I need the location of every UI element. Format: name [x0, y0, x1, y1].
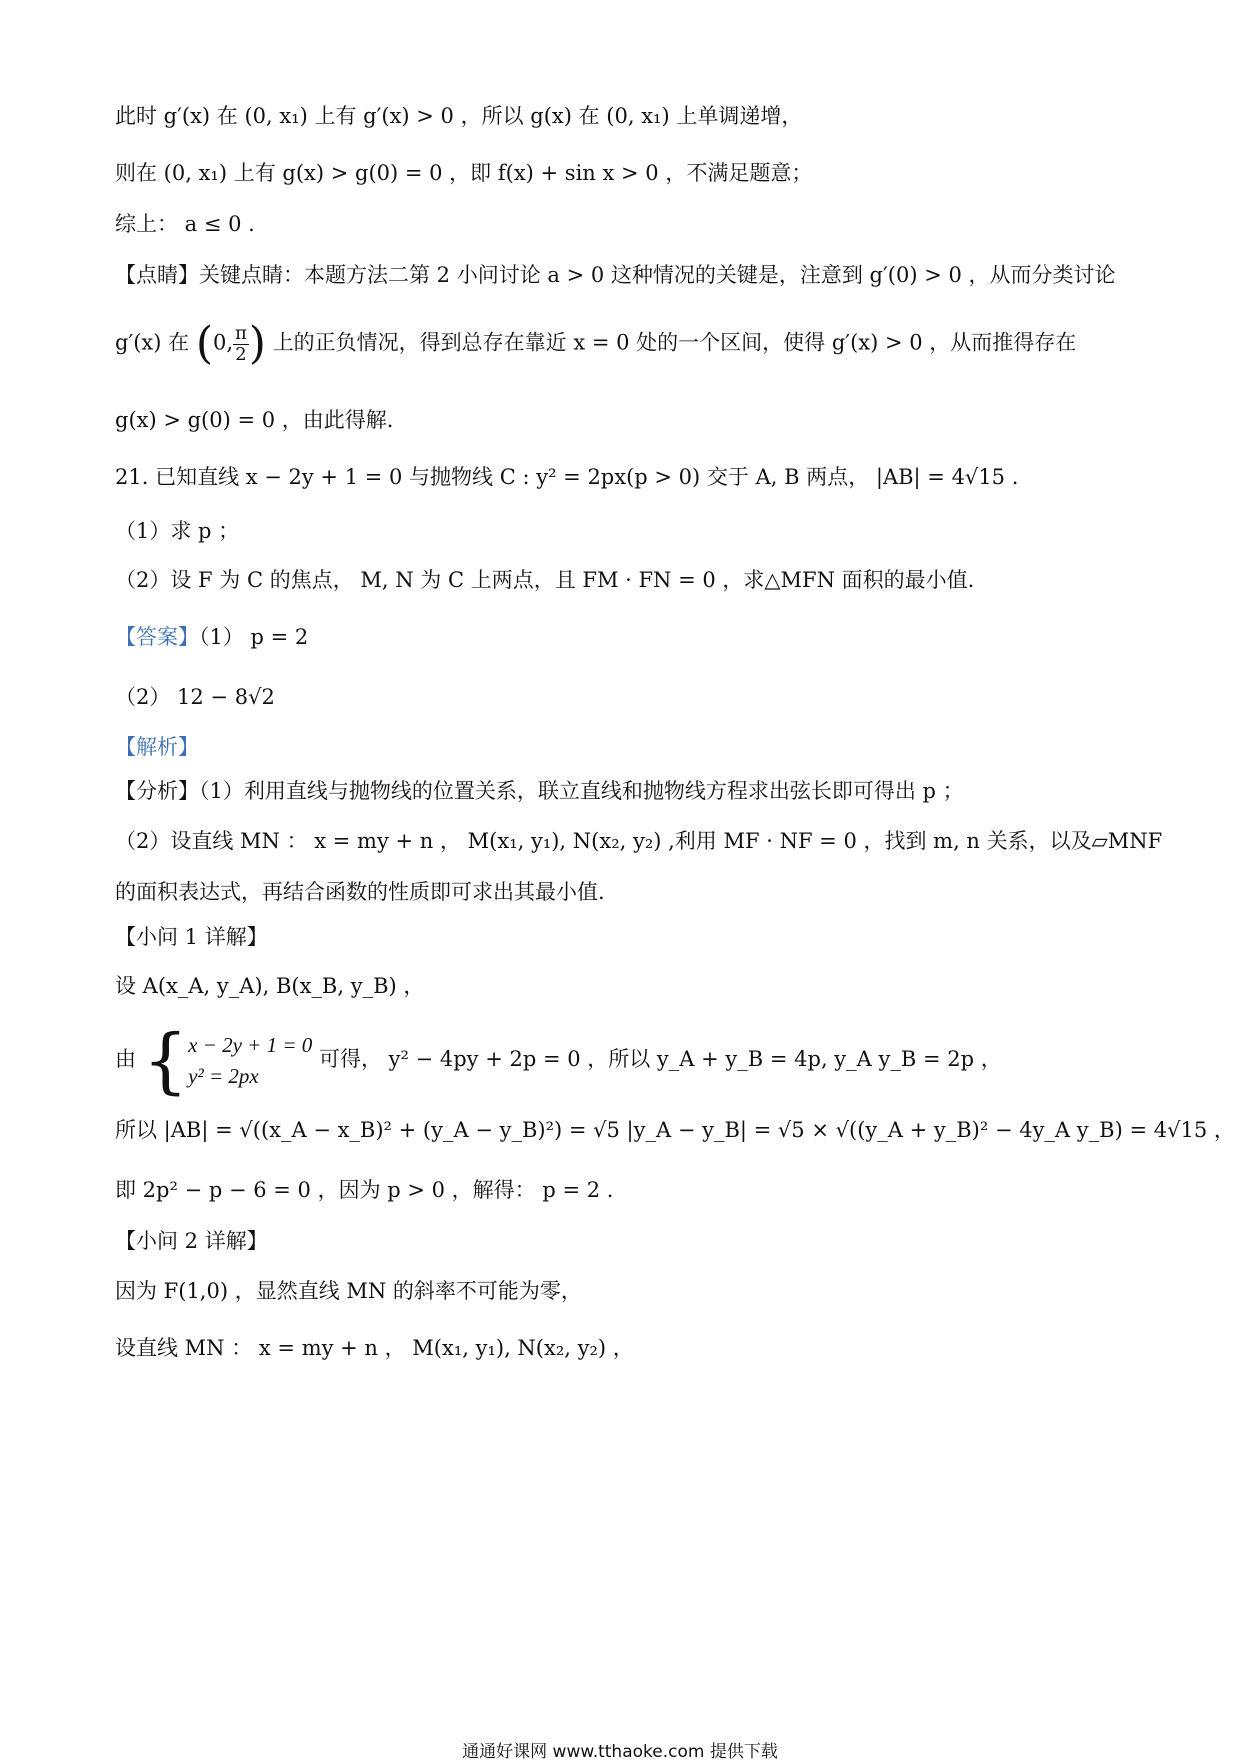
- line-1: 此时 g′(x) 在 (0, x₁) 上有 g′(x) > 0 ，所以 g(x) 在 (0, x₁) 上单调递增，: [115, 104, 803, 128]
- set-line-mn: 设直线 MN ： x = my + n ， M(x₁, y₁), N(x₂, y₂) ，: [115, 1336, 634, 1360]
- line-2: 则在 (0, x₁) 上有 g(x) > g(0) = 0 ，即 f(x) + sin x > 0 ，不满足题意；: [115, 161, 813, 185]
- fraction-denominator: 2: [235, 343, 247, 365]
- left-brace: {: [142, 1019, 189, 1102]
- system-line: [115, 1019, 1002, 1102]
- analysis-part-1: 【分析】（1）利用直线与抛物线的位置关系，联立直线和抛物线方程求出弦长即可得出 p ；: [115, 779, 964, 803]
- system-equation-2: y² = 2px: [188, 1063, 259, 1088]
- answer-part-2: （2） 12 − 8√2: [115, 685, 275, 709]
- line-5: [115, 318, 1077, 369]
- key-point-note: 【点睛】关键点睛：本题方法二第 2 小问讨论 a > 0 这种情况的关键是，注意到 g′(0) > 0 ，从而分类讨论: [115, 263, 1116, 287]
- close-paren: ): [248, 318, 266, 369]
- line-5-suffix: 上的正负情况，得到总存在靠近 x = 0 处的一个区间，使得 g′(x) > 0 ，从而推得存在: [272, 330, 1077, 355]
- line-5-prefix: g′(x) 在: [115, 330, 190, 355]
- footer-watermark: 通通好课网 www.tthaoke.com 提供下载: [462, 1742, 778, 1762]
- line-6: g(x) > g(0) = 0 ，由此得解.: [115, 408, 394, 432]
- answer-tag: 【答案】: [115, 625, 199, 649]
- interval-left: 0,: [213, 330, 234, 355]
- line-3: 综上： a ≤ 0 .: [115, 212, 255, 236]
- subquestion-2-heading: 【小问 2 详解】: [115, 1229, 268, 1253]
- system-equation-1: x − 2y + 1 = 0: [188, 1033, 313, 1058]
- fraction-numerator: π: [235, 322, 247, 344]
- system-prefix: 由: [115, 1047, 136, 1072]
- system-result: 可得， y² − 4py + 2p = 0 ，所以 y_A + y_B = 4p, y_A y_B = 2p ，: [318, 1047, 1002, 1072]
- answer-part-1: （1） p = 2: [199, 625, 309, 649]
- subquestion-1-heading: 【小问 1 详解】: [115, 925, 268, 949]
- open-paren: (: [195, 318, 214, 369]
- pi-over-2-fraction: [233, 324, 249, 364]
- analysis-part-2: （2）设直线 MN ： x = my + n ， M(x₁, y₁), N(x₂, y₂) ,利用 MF · NF = 0 ，找到 m, n 关系，以及▱MNF: [115, 829, 1163, 853]
- question-21-stem: 21. 已知直线 x − 2y + 1 = 0 与抛物线 C : y² = 2px(p > 0) 交于 A, B 两点， |AB| = 4√15 .: [115, 465, 1019, 489]
- analysis-part-2-cont: 的面积表达式，再结合函数的性质即可求出其最小值.: [115, 880, 605, 904]
- set-points-line: 设 A(x_A, y_A), B(x_B, y_B) ，: [115, 974, 425, 998]
- analysis-tag: 【解析】: [115, 735, 199, 759]
- chord-length-line: 所以 |AB| = √((x_A − x_B)² + (y_A − y_B)²) = √5 |y_A − y_B| = √5 × √((y_A + y_B)² − 4y_A y_B) = 4√15 ，: [115, 1118, 1235, 1142]
- solve-p-line: 即 2p² − p − 6 = 0 ，因为 p > 0 ，解得： p = 2 .: [115, 1178, 614, 1202]
- equation-system: [188, 1030, 312, 1091]
- answer-line: [115, 627, 308, 648]
- question-21-part-2: （2）设 F 为 C 的焦点， M, N 为 C 上两点，且 FM · FN = 0 ，求△MFN 面积的最小值.: [115, 568, 975, 592]
- question-21-part-1: （1）求 p ；: [115, 519, 240, 543]
- focus-line: 因为 F(1,0) ，显然直线 MN 的斜率不可能为零，: [115, 1279, 582, 1303]
